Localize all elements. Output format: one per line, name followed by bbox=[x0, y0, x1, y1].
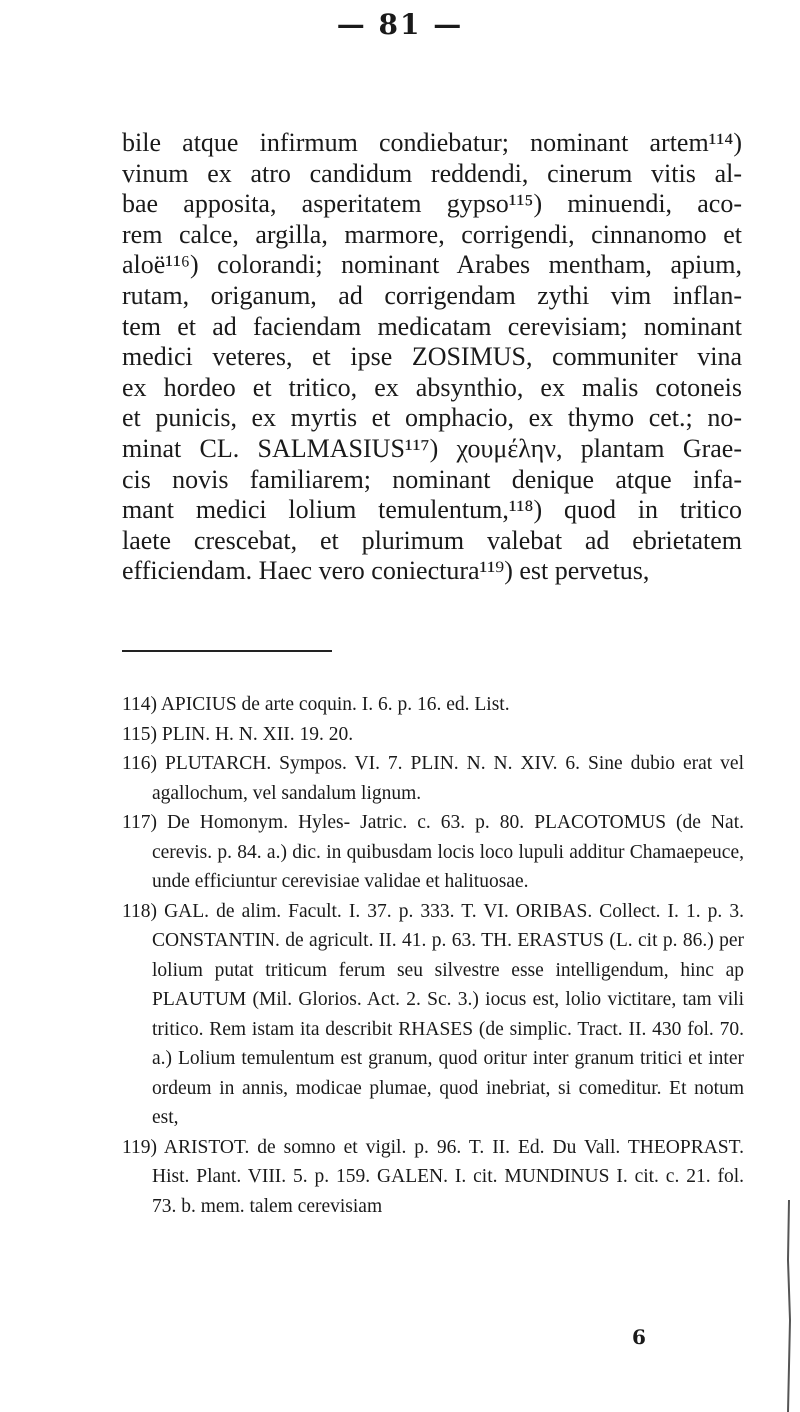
text-line: bae apposita, asperitatem gypso¹¹⁵) minuendi, aco- bbox=[122, 189, 742, 219]
footnote: 119) ARISTOT. de somno et vigil. p. 96. T. II. Ed. Du Vall. THEOPRAST. Hist. Plant. VIII. 5. p. 159. GALEN. I. cit. MUNDINUS I. cit. c. 21. fol. 73. b. mem. talem cerevisiam bbox=[122, 1136, 744, 1217]
footnote: 117) De Homonym. Hyles- Jatric. c. 63. p. 80. PLACOTOMUS (de Nat. cerevis. p. 84. a.) dic. in quibusdam locis loco lupuli additur Chamaepeuce, unde efficiuntur cerevisiae validae et halituosae. bbox=[122, 812, 744, 892]
text-line: tem et ad faciendam medicatam cerevisiam; nominant bbox=[122, 311, 742, 341]
page-number: — 81 — bbox=[336, 8, 464, 41]
main-text bbox=[122, 128, 742, 587]
text-line: medici veteres, et ipse ZOSIMUS, communiter vina bbox=[122, 342, 742, 372]
footnote: 116) PLUTARCH. Sympos. VI. 7. PLIN. N. N. XIV. 6. Sine dubio erat vel agallochum, vel sandalum lignum. bbox=[122, 753, 744, 804]
text-line: minat CL. SALMASIUS¹¹⁷) χουμέλην, plantam Grae- bbox=[122, 433, 742, 463]
footnote-rule bbox=[122, 650, 332, 652]
text-line: rem calce, argilla, marmore, corrigendi, cinnanomo et bbox=[122, 219, 742, 249]
text-line: et punicis, ex myrtis et omphacio, ex thymo cet.; no- bbox=[122, 403, 742, 433]
text-line: rutam, origanum, ad corrigendam zythi vim inflan- bbox=[122, 280, 742, 310]
text-line: mant medici lolium temulentum,¹¹⁸) quod in tritico bbox=[122, 495, 742, 525]
footnote: 118) GAL. de alim. Facult. I. 37. p. 333. T. VI. ORIBAS. Collect. I. 1. p. 3. CONSTANTIN. de agricult. II. 41. p. 63. TH. ERASTUS (L. cit p. 86.) per lolium putat triticum ferum seu silvestre esse intelligendum, hinc ap PLAUTUM (Mil. Glorios. Act. 2. Sc. 3.) iocus est, lolio victitare, tam vili tritico. Rem istam ita describit RHASES (de simplic. Tract. II. 430 fol. 70. a.) Lolium temulentum est granum, quod oritur inter granum tritici et inter ordeum in annis, modicae plumae, quod inebriat, si comeditur. Et notum est, bbox=[122, 900, 744, 1128]
text-line: ex hordeo et tritico, ex absynthio, ex malis cotoneis bbox=[122, 372, 742, 402]
footnote: 114) APICIUS de arte coquin. I. 6. p. 16. ed. List. bbox=[122, 694, 510, 715]
binding-edge bbox=[785, 1200, 793, 1412]
text-line: aloë¹¹⁶) colorandi; nominant Arabes mentham, apium, bbox=[122, 250, 742, 280]
text-line: laete crescebat, et plurimum valebat ad ebrietatem bbox=[122, 525, 742, 555]
footnote: 115) PLIN. H. N. XII. 19. 20. bbox=[122, 723, 354, 745]
footnotes bbox=[122, 690, 744, 1221]
signature-mark: 6 bbox=[632, 1325, 646, 1349]
text-line: cis novis familiarem; nominant denique atque infa- bbox=[122, 464, 742, 494]
text-line: vinum ex atro candidum reddendi, cinerum vitis al- bbox=[122, 158, 742, 188]
text-line: efficiendam. Haec vero coniectura¹¹⁹) est pervetus, bbox=[122, 556, 650, 586]
text-line: bile atque infirmum condiebatur; nominant artem¹¹⁴) bbox=[122, 128, 742, 157]
